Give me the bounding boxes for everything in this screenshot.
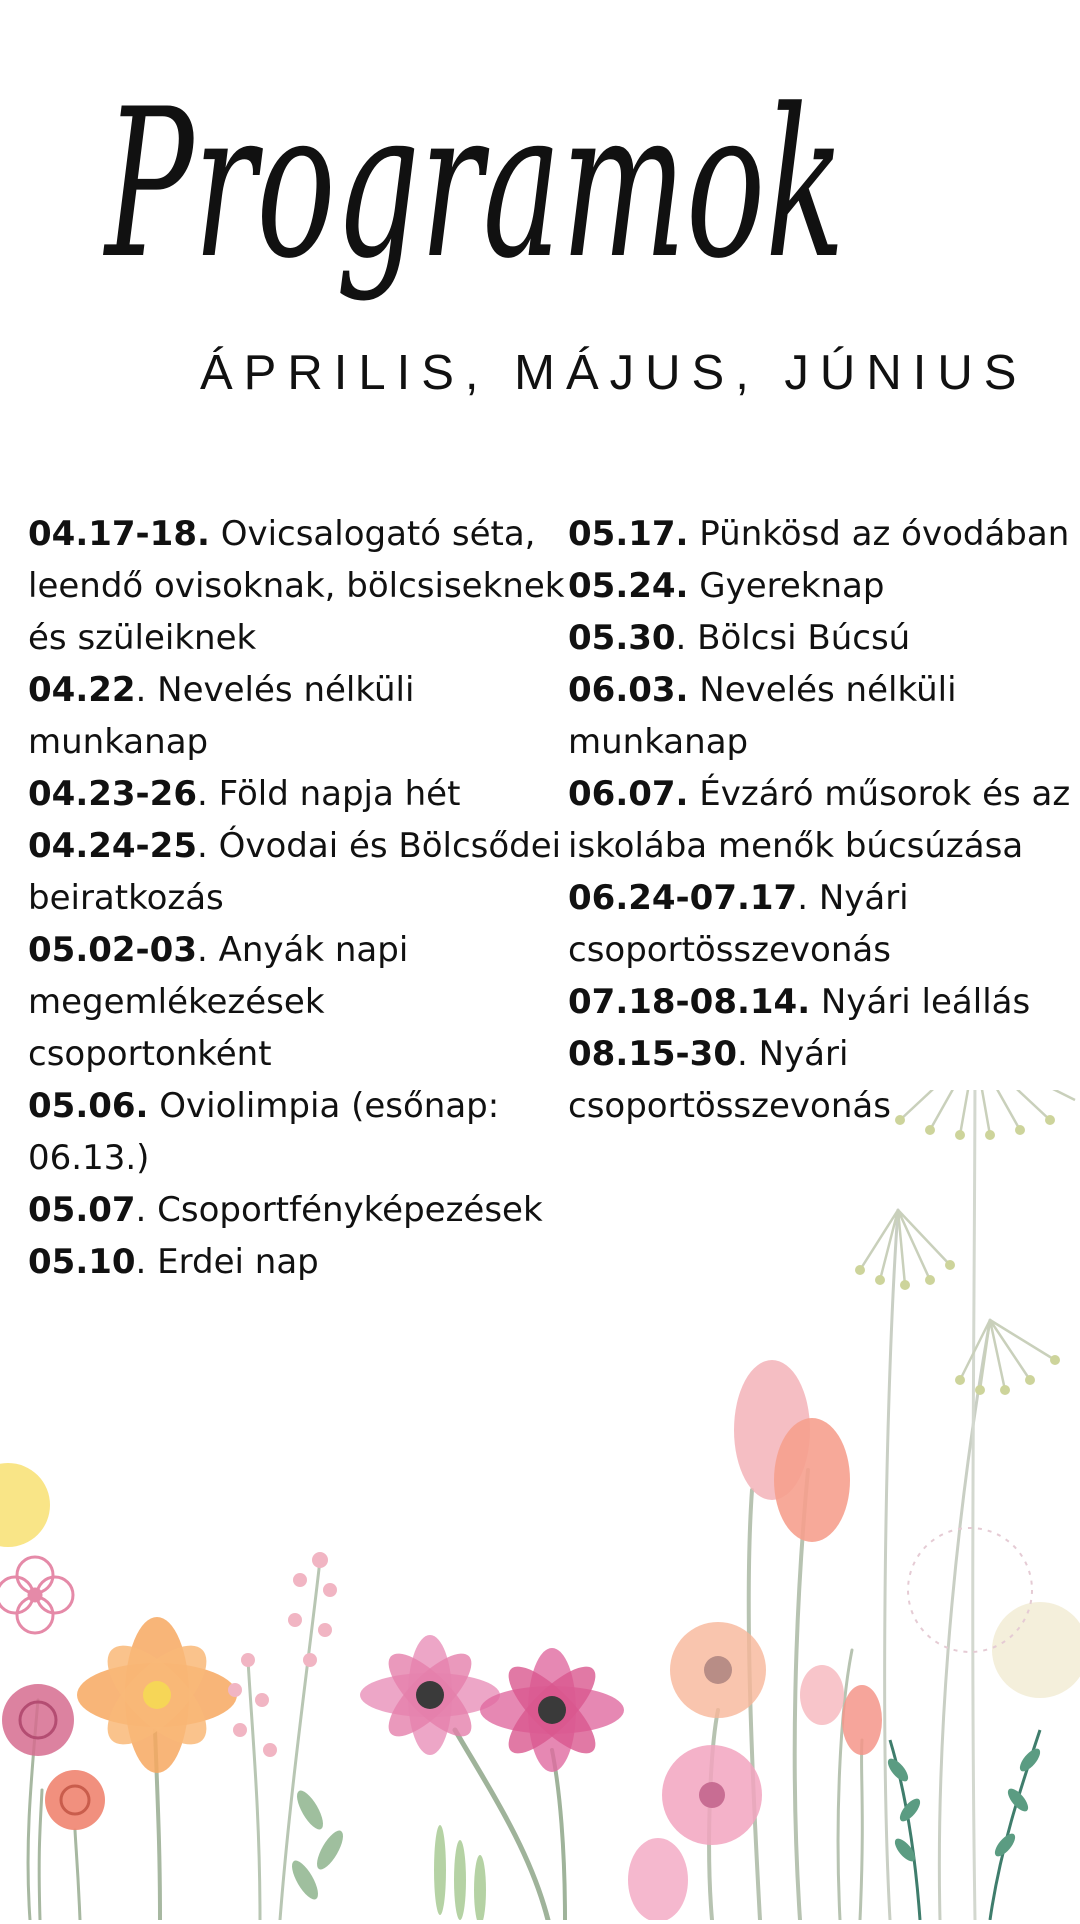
event-text: . Nevelés nélküli munkanap bbox=[28, 670, 415, 762]
event-date: 06.07. bbox=[568, 774, 689, 814]
page-subtitle: ÁPRILIS, MÁJUS, JÚNIUS bbox=[200, 346, 1028, 400]
event-date: 04.23-26 bbox=[28, 774, 197, 814]
event-text: Nyári leállás bbox=[810, 982, 1031, 1022]
event-text: Pünkösd az óvodában bbox=[688, 514, 1070, 554]
event-date: 05.10 bbox=[28, 1242, 136, 1282]
event-date: 06.03. bbox=[568, 670, 689, 710]
event-date: 05.06. bbox=[28, 1086, 149, 1126]
event-text: . Föld napja hét bbox=[196, 774, 461, 814]
event-text: . Csoportfényképezések bbox=[135, 1190, 543, 1230]
event-item bbox=[568, 612, 1073, 664]
event-item bbox=[568, 872, 1073, 976]
event-item bbox=[28, 664, 568, 768]
event-date: 05.07 bbox=[28, 1190, 136, 1230]
event-text: . Anyák napi megemlékezések csoportonként bbox=[28, 930, 409, 1074]
event-date: 04.17-18. bbox=[28, 514, 210, 554]
event-text: . Bölcsi Búcsú bbox=[675, 618, 911, 658]
event-text: . Óvodai és Bölcsődei beiratkozás bbox=[28, 826, 562, 918]
event-date: 05.24. bbox=[568, 566, 689, 606]
event-item bbox=[568, 560, 1073, 612]
event-item bbox=[568, 976, 1073, 1028]
event-text: Ovicsalogató séta, leendő ovisoknak, bölcsiseknek és szüleiknek bbox=[28, 514, 565, 658]
page-title-text: Programok bbox=[102, 66, 846, 304]
event-list-right bbox=[568, 508, 1073, 1132]
event-text: . Erdei nap bbox=[135, 1242, 319, 1282]
event-date: 05.17. bbox=[568, 514, 689, 554]
event-date: 07.18-08.14. bbox=[568, 982, 811, 1022]
event-text: Évzáró műsorok és az iskolába menők búcsúzása bbox=[568, 774, 1071, 866]
page-title bbox=[95, 10, 855, 360]
event-item bbox=[568, 664, 1073, 768]
event-date: 08.15-30 bbox=[568, 1034, 737, 1074]
event-text: Nevelés nélküli munkanap bbox=[568, 670, 957, 762]
event-date: 06.24-07.17 bbox=[568, 878, 798, 918]
event-text: Oviolimpia (esőnap: 06.13.) bbox=[28, 1086, 500, 1178]
event-date: 04.24-25 bbox=[28, 826, 197, 866]
event-item bbox=[28, 924, 568, 1080]
event-date: 04.22 bbox=[28, 670, 136, 710]
event-item bbox=[28, 768, 568, 820]
event-date: 05.02-03 bbox=[28, 930, 197, 970]
event-text: . Nyári csoportösszevonás bbox=[568, 878, 909, 970]
event-date: 05.30 bbox=[568, 618, 676, 658]
event-item bbox=[568, 508, 1073, 560]
flower-illustration bbox=[0, 1090, 1080, 1920]
event-text: . Nyári csoportösszevonás bbox=[568, 1034, 891, 1126]
event-item bbox=[28, 820, 568, 924]
event-text: Gyereknap bbox=[688, 566, 885, 606]
event-item bbox=[568, 768, 1073, 872]
event-item bbox=[28, 508, 568, 664]
